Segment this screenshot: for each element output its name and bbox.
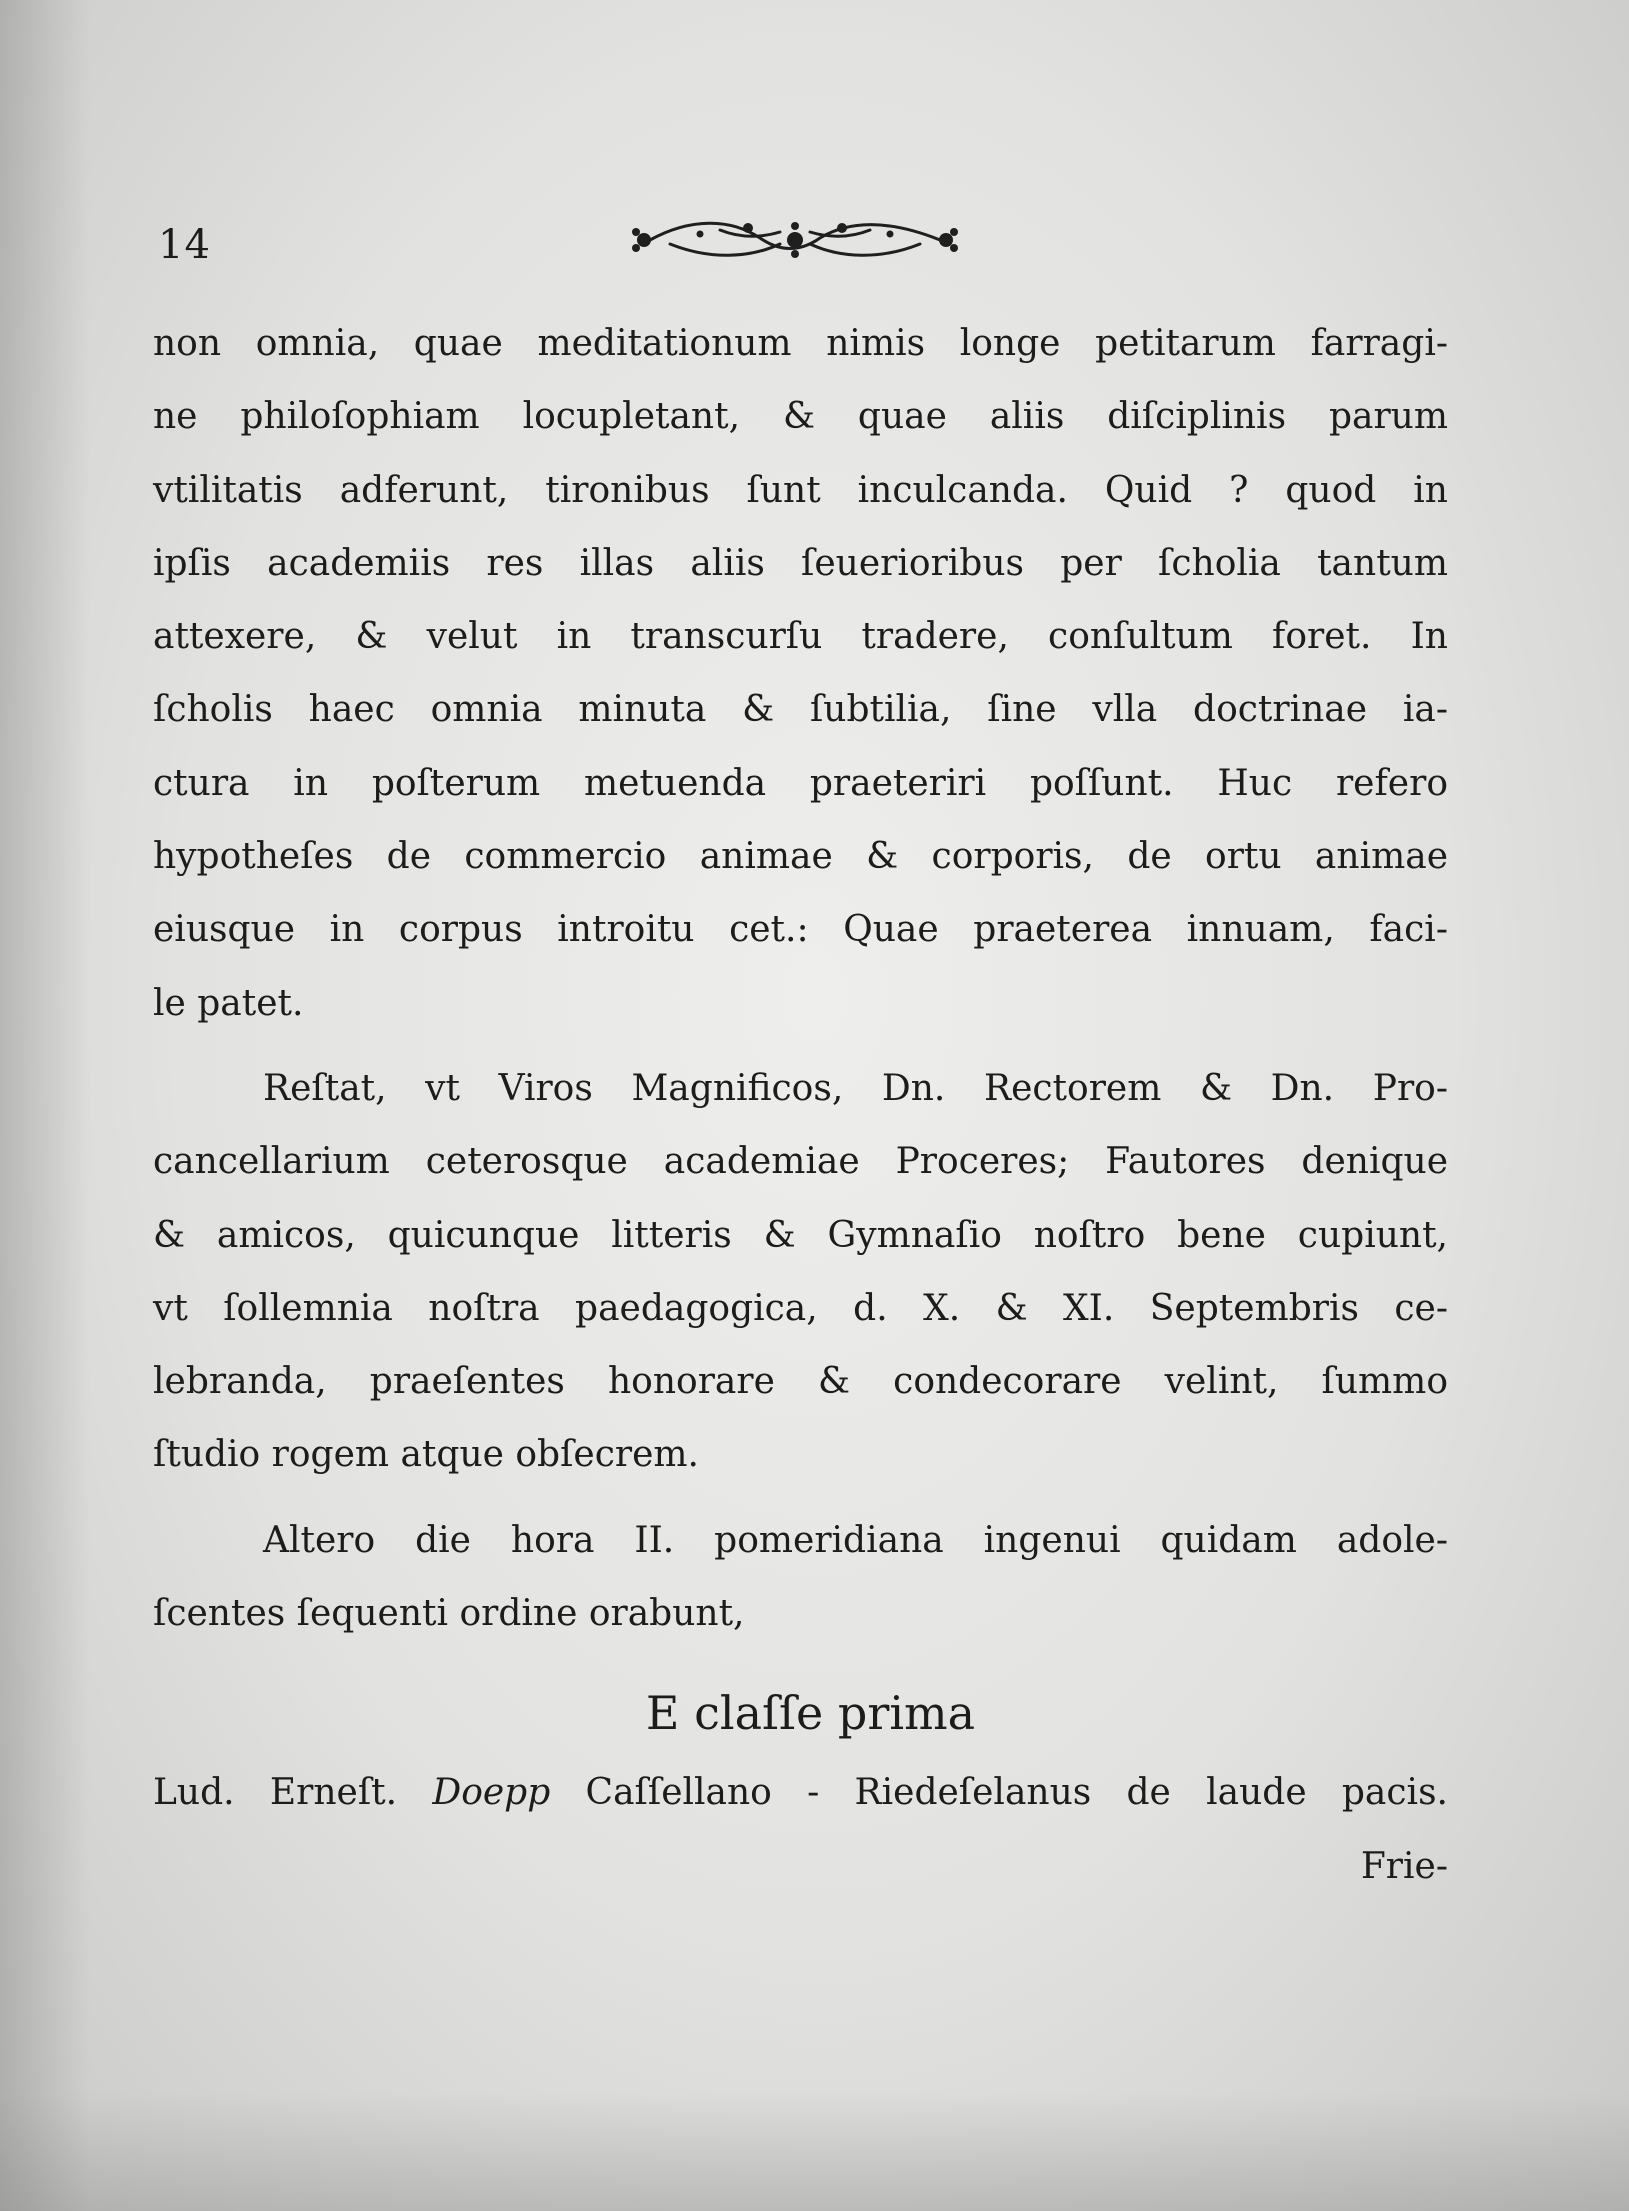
page-shadow-left (0, 0, 90, 2211)
text-line: lebranda, praeſentes honorare & condecorare velint, ſummo (153, 1361, 1448, 1403)
section-heading: E claſſe prima (645, 1686, 976, 1741)
text-line: ſtudio rogem atque obſecrem. (153, 1434, 699, 1476)
text-line: le patet. (153, 982, 304, 1024)
text-line: ſcentes ſequenti ordine orabunt, (153, 1593, 745, 1635)
page-shadow-bottom (0, 2091, 1629, 2211)
page-number: 14 (158, 222, 211, 268)
text-line: vt ſollemnia noſtra paedagogica, d. X. & XI. Septembris ce- (153, 1287, 1448, 1329)
speaker-surname: Doepp (432, 1772, 551, 1814)
body-text (153, 307, 1448, 1903)
speaker-suffix: Caſſellano - Riedeſelanus de laude pacis. (585, 1772, 1448, 1814)
text-line: ipſis academiis res illas aliis ſeuerioribus per ſcholia tantum (153, 542, 1448, 584)
text-line: ne philoſophiam locupletant, & quae aliis diſciplinis parum (153, 396, 1448, 438)
text-line: ctura in poſterum metuenda praeteriri poſſunt. Huc refero (153, 762, 1448, 804)
text-line: eiusque in corpus introitu cet.: Quae praeterea innuam, faci- (153, 909, 1448, 951)
text-line: ſcholis haec omnia minuta & ſubtilia, ſine vlla doctrinae ia- (153, 689, 1448, 731)
text-line: cancellarium ceterosque academiae Proceres; Fautores denique (153, 1141, 1448, 1183)
floral-ornament-icon (630, 208, 960, 268)
speaker-line (153, 1756, 1448, 1829)
text-line: non omnia, quae meditationum nimis longe petitarum farragi- (153, 323, 1448, 364)
text-line: vtilitatis adferunt, tironibus ſunt inculcanda. Quid ? quod in (153, 469, 1448, 511)
text-line: Altero die hora II. pomeridiana ingenui quidam adole- (263, 1519, 1448, 1561)
text-line: Reſtat, vt Viros Magnificos, Dn. Rectorem & Dn. Pro- (263, 1067, 1448, 1109)
text-line: attexere, & velut in transcurſu tradere, conſultum foret. In (153, 616, 1448, 658)
text-line: & amicos, quicunque litteris & Gymnaſio noſtro bene cupiunt, (153, 1214, 1448, 1256)
speaker-prefix: Lud. Erneſt. (153, 1772, 398, 1814)
text-line: hypotheſes de commercio animae & corporis, de ortu animae (153, 836, 1448, 878)
catchword: Frie- (1360, 1845, 1448, 1887)
